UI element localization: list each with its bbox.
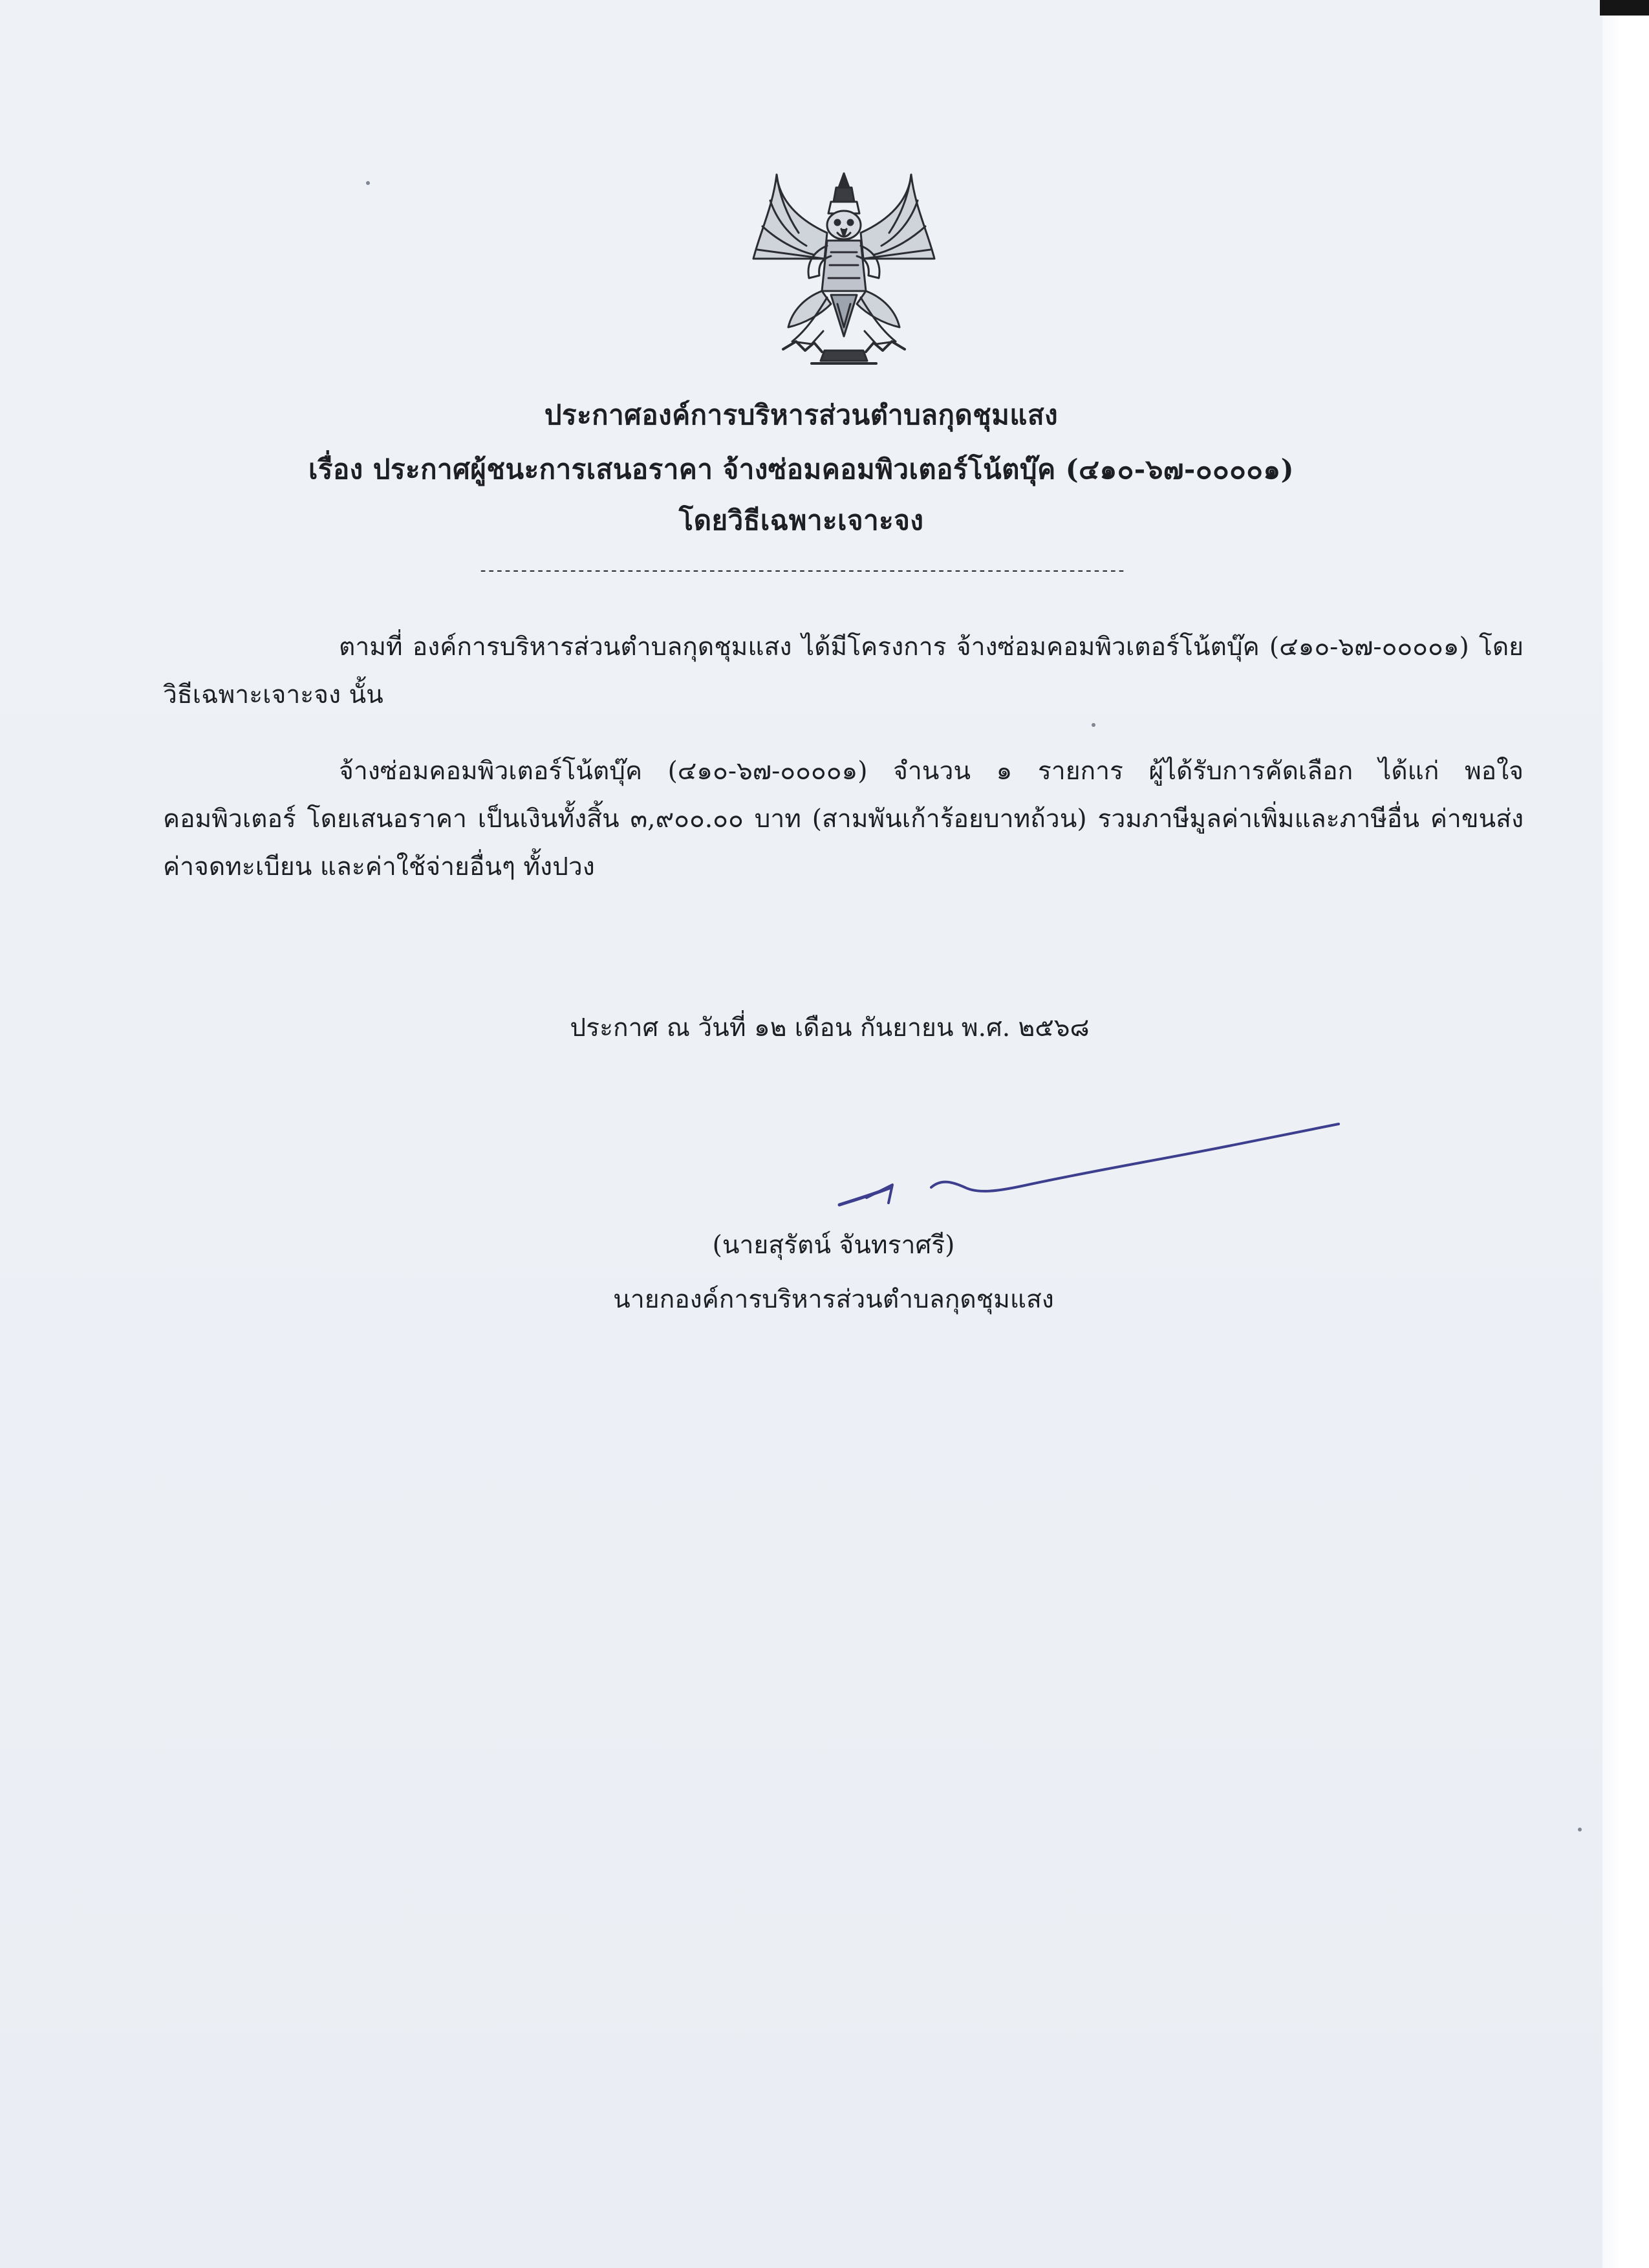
section-divider: ------------------------------------------------------------------------------- [478, 561, 1125, 580]
handwritten-signature [828, 1099, 1345, 1229]
garuda-emblem-icon [734, 162, 954, 382]
signer-name: (นายสุรัตน์ จันทราศรี) [712, 1231, 955, 1260]
announcement-subject: เรื่อง ประกาศผู้ชนะการเสนอราคา จ้างซ่อมคอมพิวเตอร์โน้ตบุ๊ค (๔๑๐-๖๗-๐๐๐๐๑) [308, 453, 1294, 485]
paragraph-award: จ้างซ่อมคอมพิวเตอร์โน้ตบุ๊ค (๔๑๐-๖๗-๐๐๐๐๑) จำนวน ๑ รายการ ผู้ได้รับการคัดเลือก ได้แก่ พอใจคอมพิวเตอร์ โดยเสนอราคา เป็นเงินทั้งสิ้น ๓,๙๐๐.๐๐ บาท (สามพันเก้าร้อยบาทถ้วน) รวมภาษีมูลค่าเพิ่มและภาษีอื่น ค่าขนส่ง ค่าจดทะเบียน และค่าใช้จ่ายอื่นๆ ทั้งปวง [163, 757, 1524, 881]
announcement-date: ประกาศ ณ วันที่ ๑๒ เดือน กันยายน พ.ศ. ๒๕๖๘ [570, 1013, 1090, 1042]
paragraph-project: ตามที่ องค์การบริหารส่วนตำบลกุดชุมแสง ได้มีโครงการ จ้างซ่อมคอมพิวเตอร์โน้ตบุ๊ค (๔๑๐-๖๗-๐๐๐๐๑) โดยวิธีเฉพาะเจาะจง นั้น [163, 632, 1524, 709]
scanner-shadow [1600, 0, 1649, 16]
scanner-margin [1602, 0, 1649, 2268]
scan-speck [1578, 1828, 1582, 1831]
scan-speck [1092, 723, 1095, 727]
scan-speck [366, 181, 370, 185]
announcement-title: ประกาศองค์การบริหารส่วนตำบลกุดชุมแสง [544, 399, 1059, 431]
signer-position: นายกองค์การบริหารส่วนตำบลกุดชุมแสง [613, 1285, 1054, 1314]
procurement-method: โดยวิธีเฉพาะเจาะจง [678, 504, 924, 536]
